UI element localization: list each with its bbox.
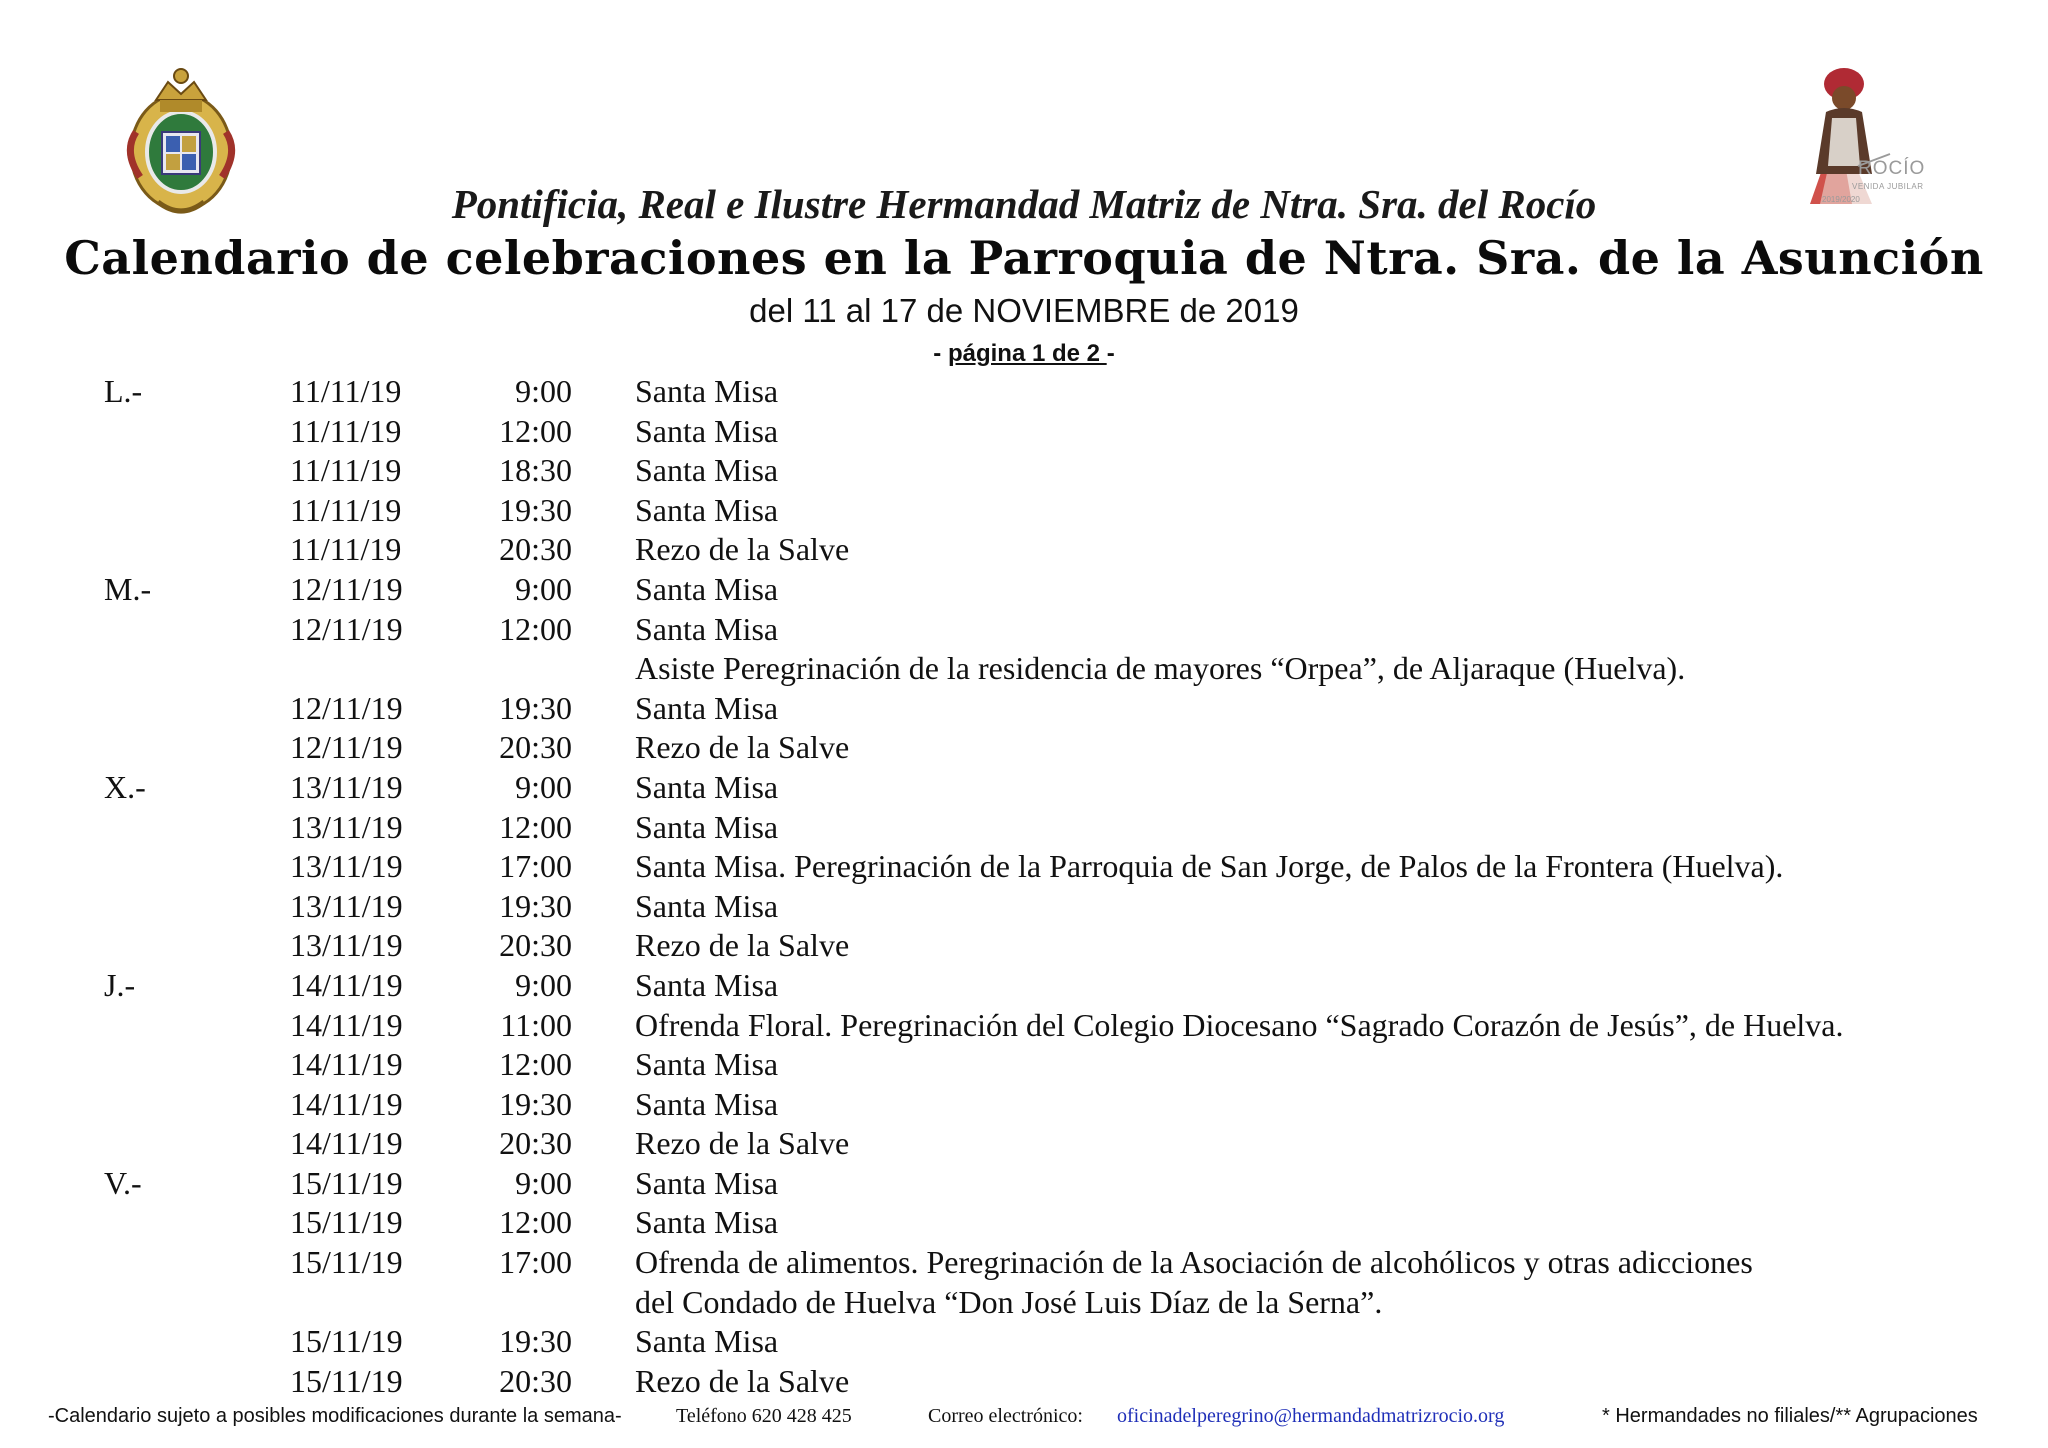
schedule-row (0, 887, 2048, 927)
time: 9:00 (515, 1164, 572, 1201)
schedule-row (0, 847, 2048, 887)
schedule-row (0, 1045, 2048, 1085)
date: 13/11/19 (290, 927, 403, 964)
event-description: Santa Misa (635, 1164, 779, 1201)
page-number (0, 340, 2048, 368)
time: 9:00 (515, 570, 572, 607)
time: 17:00 (499, 848, 572, 885)
time: 12:00 (499, 610, 572, 647)
event-description: Rezo de la Salve (635, 1362, 850, 1399)
schedule-row (0, 412, 2048, 452)
logo-text: ROCÍO (1858, 158, 1926, 179)
time: 19:30 (499, 887, 572, 924)
event-description: Santa Misa (635, 1085, 779, 1122)
day-label: L.- (104, 373, 143, 409)
time: 19:30 (499, 1085, 572, 1122)
event-description: Rezo de la Salve (635, 531, 850, 568)
schedule-list (0, 372, 2048, 1401)
date: 14/11/19 (290, 1046, 403, 1083)
date: 11/11/19 (290, 531, 402, 568)
event-description: Rezo de la Salve (635, 729, 850, 766)
time: 12:00 (499, 1204, 572, 1241)
time: 12:00 (499, 1046, 572, 1083)
time: 18:30 (499, 452, 572, 489)
event-description: Ofrenda de alimentos. Peregrinación de la Asociación de alcohólicos y otras adicciones (635, 1244, 1753, 1281)
footer (0, 1405, 2048, 1435)
schedule-row (0, 1322, 2048, 1362)
time: 12:00 (499, 808, 572, 845)
time: 9:00 (515, 373, 572, 409)
schedule-row (0, 1362, 2048, 1402)
time: 20:30 (499, 1362, 572, 1399)
day-label: J.- (104, 966, 136, 1003)
schedule-row (0, 1164, 2048, 1204)
schedule-row (0, 1243, 2048, 1283)
footer-phone: Teléfono 620 428 425 (676, 1405, 852, 1427)
date: 15/11/19 (290, 1244, 403, 1281)
schedule-row (0, 728, 2048, 768)
date: 12/11/19 (290, 689, 403, 726)
event-description: Santa Misa (635, 808, 779, 845)
event-description: Santa Misa (635, 412, 779, 449)
event-description: Santa Misa (635, 373, 779, 409)
time: 20:30 (499, 927, 572, 964)
event-description: Rezo de la Salve (635, 1125, 850, 1162)
footer-email-label: Correo electrónico: (928, 1405, 1083, 1427)
schedule-row (0, 1124, 2048, 1164)
day-label: X.- (104, 768, 146, 805)
event-description: Asiste Peregrinación de la residencia de mayores “Orpea”, de Aljaraque (Huelva). (635, 650, 1686, 687)
date: 13/11/19 (290, 808, 403, 845)
time: 20:30 (499, 1125, 572, 1162)
event-description: Santa Misa (635, 491, 779, 528)
date: 14/11/19 (290, 1006, 403, 1043)
event-description: Santa Misa (635, 1323, 779, 1360)
schedule-row (0, 808, 2048, 848)
logo-subtitle: VENIDA JUBILAR (1852, 182, 1924, 191)
date: 14/11/19 (290, 966, 403, 1003)
page-label: página 1 de 2 (947, 340, 1107, 367)
event-description: Santa Misa (635, 610, 779, 647)
time: 9:00 (515, 768, 572, 805)
time: 12:00 (499, 412, 572, 449)
schedule-row (0, 491, 2048, 531)
schedule-row (0, 768, 2048, 808)
event-description: Ofrenda Floral. Peregrinación del Colegio Diocesano “Sagrado Corazón de Jesús”, de Huelva. (635, 1006, 1844, 1043)
date: 12/11/19 (290, 570, 403, 607)
schedule-row (0, 1085, 2048, 1125)
date: 15/11/19 (290, 1362, 403, 1399)
event-description: Santa Misa (635, 1204, 779, 1241)
day-label: M.- (104, 570, 152, 607)
time: 17:00 (499, 1244, 572, 1281)
time: 19:30 (499, 689, 572, 726)
date: 11/11/19 (290, 452, 402, 489)
schedule-row (0, 570, 2048, 610)
day-label: V.- (104, 1164, 142, 1201)
footer-note: * Hermandades no filiales/** Agrupaciones (1602, 1405, 1978, 1427)
schedule-row (0, 451, 2048, 491)
date: 11/11/19 (290, 412, 402, 449)
date: 14/11/19 (290, 1125, 403, 1162)
event-description: Santa Misa (635, 1046, 779, 1083)
footer-email-link[interactable]: oficinadelperegrino@hermandadmatrizrocio.org (1117, 1405, 1505, 1427)
event-description: Santa Misa. Peregrinación de la Parroquia de San Jorge, de Palos de la Frontera (Huelva). (635, 848, 1784, 885)
date: 15/11/19 (290, 1204, 403, 1241)
event-description: Santa Misa (635, 887, 779, 924)
date: 11/11/19 (290, 373, 402, 409)
date: 14/11/19 (290, 1085, 403, 1122)
date: 13/11/19 (290, 887, 403, 924)
schedule-row (0, 966, 2048, 1006)
event-description: Rezo de la Salve (635, 927, 850, 964)
page-prefix: - (933, 340, 948, 367)
brotherhood-name: Pontificia, Real e Ilustre Hermandad Matriz de Ntra. Sra. del Rocío (451, 181, 1597, 227)
date: 11/11/19 (290, 491, 402, 528)
event-description: Santa Misa (635, 768, 779, 805)
event-description: Santa Misa (635, 570, 779, 607)
schedule-row (0, 1006, 2048, 1046)
logo-years: 2019/2020 (1822, 195, 1860, 204)
schedule-row (0, 926, 2048, 966)
event-description: del Condado de Huelva “Don José Luis Díaz de la Serna”. (635, 1283, 1383, 1320)
date: 13/11/19 (290, 848, 403, 885)
date: 15/11/19 (290, 1323, 403, 1360)
date: 12/11/19 (290, 610, 403, 647)
footer-disclaimer: -Calendario sujeto a posibles modificaciones durante la semana- (48, 1405, 622, 1427)
schedule-row (0, 610, 2048, 650)
date: 12/11/19 (290, 729, 403, 766)
time: 20:30 (499, 531, 572, 568)
schedule-row (0, 530, 2048, 570)
page-suffix: - (1106, 340, 1115, 367)
time: 19:30 (499, 1323, 572, 1360)
schedule-row (0, 1203, 2048, 1243)
time: 19:30 (499, 491, 572, 528)
time: 20:30 (499, 729, 572, 766)
event-description: Santa Misa (635, 689, 779, 726)
schedule-row (0, 649, 2048, 689)
date: 15/11/19 (290, 1164, 403, 1201)
week-range: del 11 al 17 de NOVIEMBRE de 2019 (749, 292, 1299, 329)
date: 13/11/19 (290, 768, 403, 805)
schedule-row (0, 372, 2048, 412)
event-description: Santa Misa (635, 966, 779, 1003)
schedule-row (0, 689, 2048, 729)
event-description: Santa Misa (635, 452, 779, 489)
page-title: Calendario de celebraciones en la Parroquia de Ntra. Sra. de la Asunción (64, 231, 1984, 285)
time: 9:00 (515, 966, 572, 1003)
schedule-row (0, 1283, 2048, 1323)
time: 11:00 (500, 1006, 572, 1043)
